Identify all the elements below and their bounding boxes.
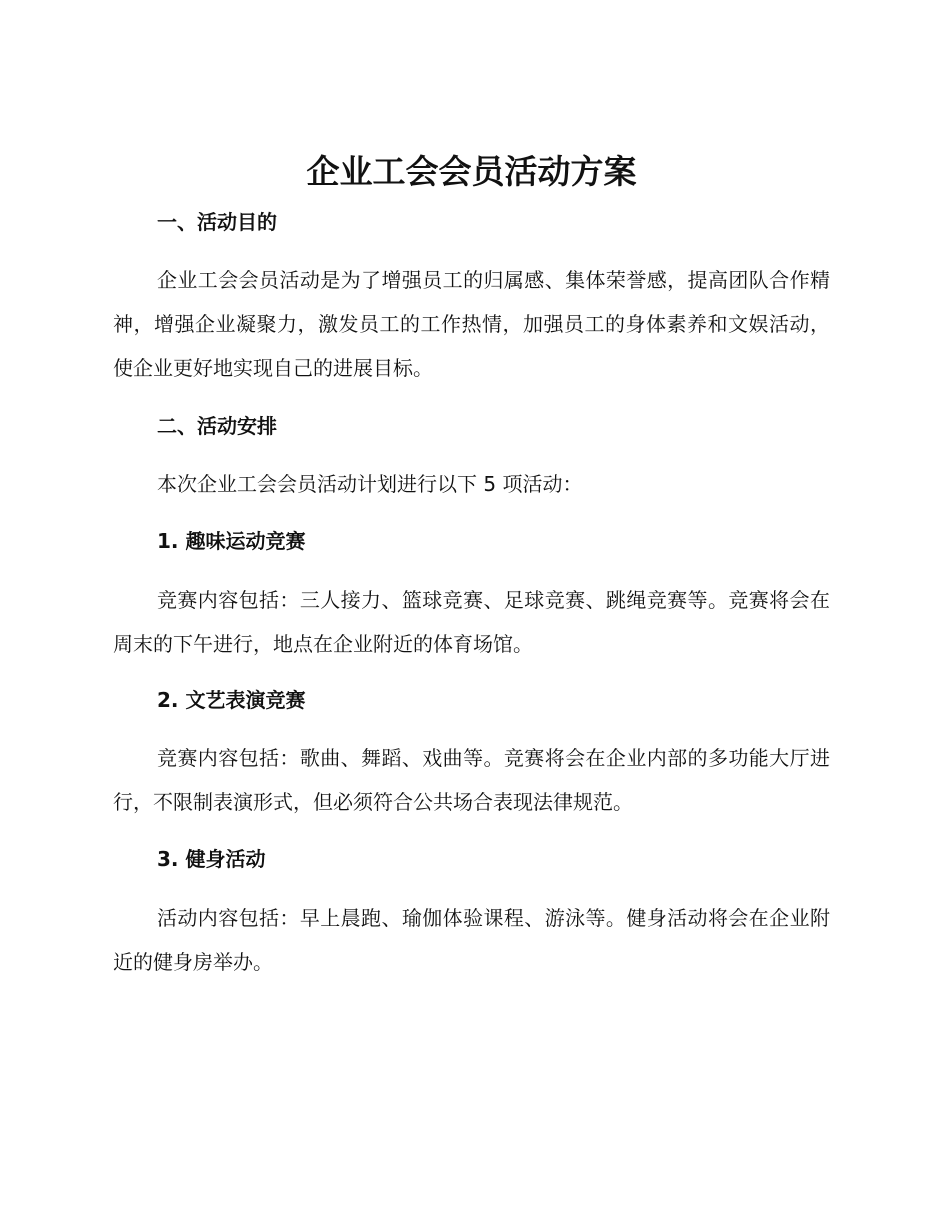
paragraph-performance: 竞赛内容包括：歌曲、舞蹈、戏曲等。竞赛将会在企业内部的多功能大厅进行，不限制表演形式，但必须符合公共场合表现法律规范。 — [113, 746, 830, 814]
section-heading-purpose: 一、活动目的 — [157, 210, 277, 234]
item-heading-fitness: 3. 健身活动 — [157, 847, 266, 871]
item-heading-performance: 2. 文艺表演竞赛 — [157, 688, 306, 712]
section-heading-arrangement: 二、活动安排 — [157, 414, 277, 438]
document-title: 企业工会会员活动方案 — [306, 152, 637, 191]
paragraph-arrangement-intro: 本次企业工会会员活动计划进行以下 5 项活动： — [157, 472, 583, 496]
item-heading-sports: 1. 趣味运动竞赛 — [157, 529, 306, 553]
paragraph-sports: 竞赛内容包括：三人接力、篮球竞赛、足球竞赛、跳绳竞赛等。竞赛将会在周末的下午进行，地点在企业附近的体育场馆。 — [113, 588, 830, 656]
paragraph-purpose: 企业工会会员活动是为了增强员工的归属感、集体荣誉感，提高团队合作精神，增强企业凝聚力，激发员工的工作热情，加强员工的身体素养和文娱活动，使企业更好地实现自己的进展目标。 — [113, 268, 830, 380]
paragraph-fitness: 活动内容包括：早上晨跑、瑜伽体验课程、游泳等。健身活动将会在企业附近的健身房举办。 — [113, 906, 830, 974]
